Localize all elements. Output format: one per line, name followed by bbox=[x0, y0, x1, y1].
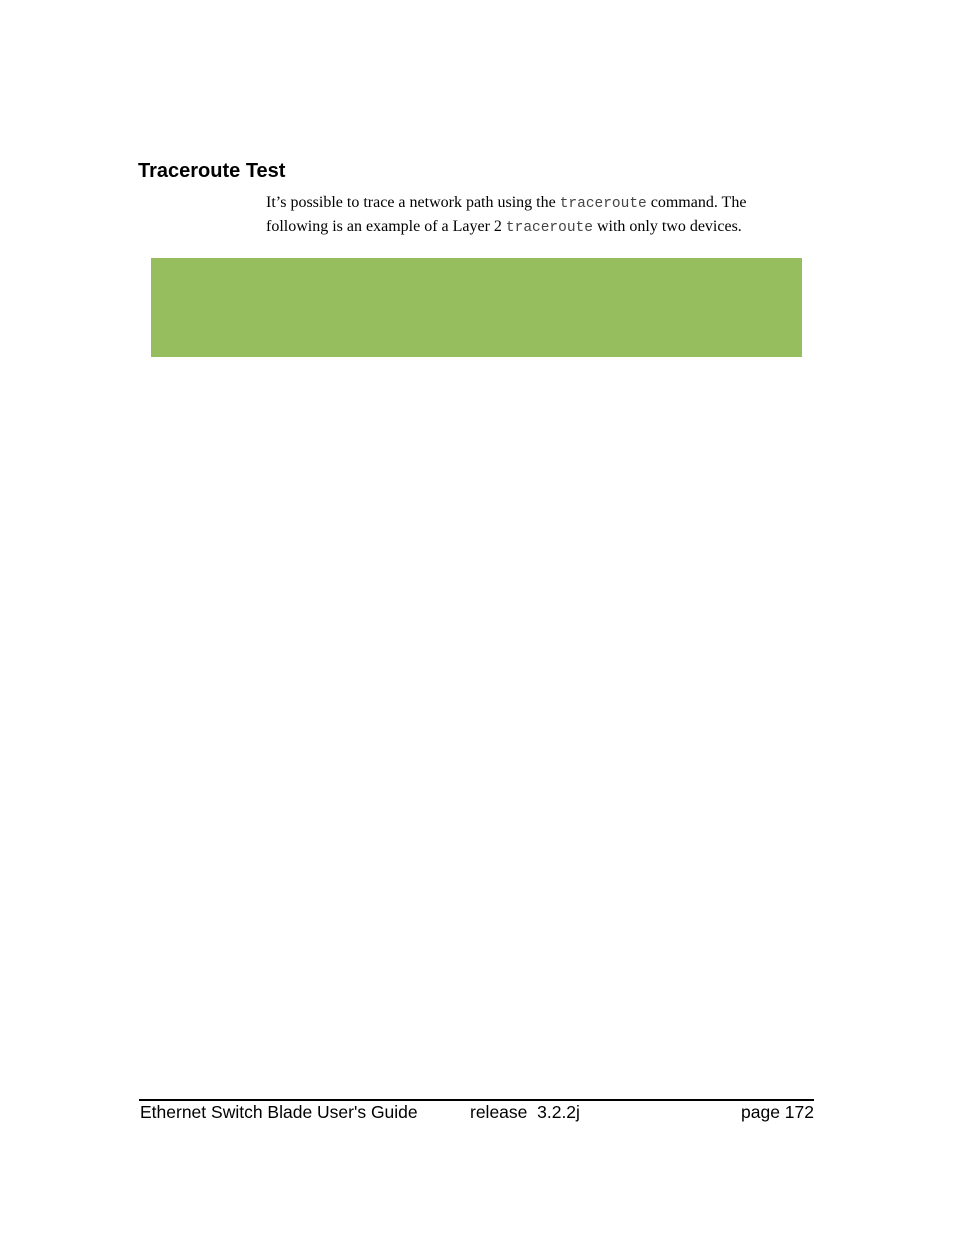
footer-release: release 3.2.2j bbox=[470, 1102, 580, 1122]
inline-code-traceroute: traceroute bbox=[559, 196, 647, 212]
paragraph-line-2 bbox=[266, 216, 811, 240]
paragraph-line-1 bbox=[266, 192, 811, 216]
paragraph-text: with only two devices. bbox=[592, 217, 742, 235]
section-heading: Traceroute Test bbox=[138, 160, 286, 182]
footer-document-title: Ethernet Switch Blade User's Guide bbox=[140, 1102, 418, 1122]
footer-page-number: page 172 bbox=[741, 1102, 814, 1122]
paragraph-text: command. The bbox=[646, 194, 747, 211]
code-example-block bbox=[151, 258, 802, 357]
paragraph-text: It’s possible to trace a network path using the bbox=[266, 194, 560, 211]
intro-paragraph bbox=[266, 192, 811, 239]
paragraph-text: following is an example of a Layer 2 bbox=[266, 217, 506, 235]
inline-code-traceroute: traceroute bbox=[505, 219, 593, 236]
